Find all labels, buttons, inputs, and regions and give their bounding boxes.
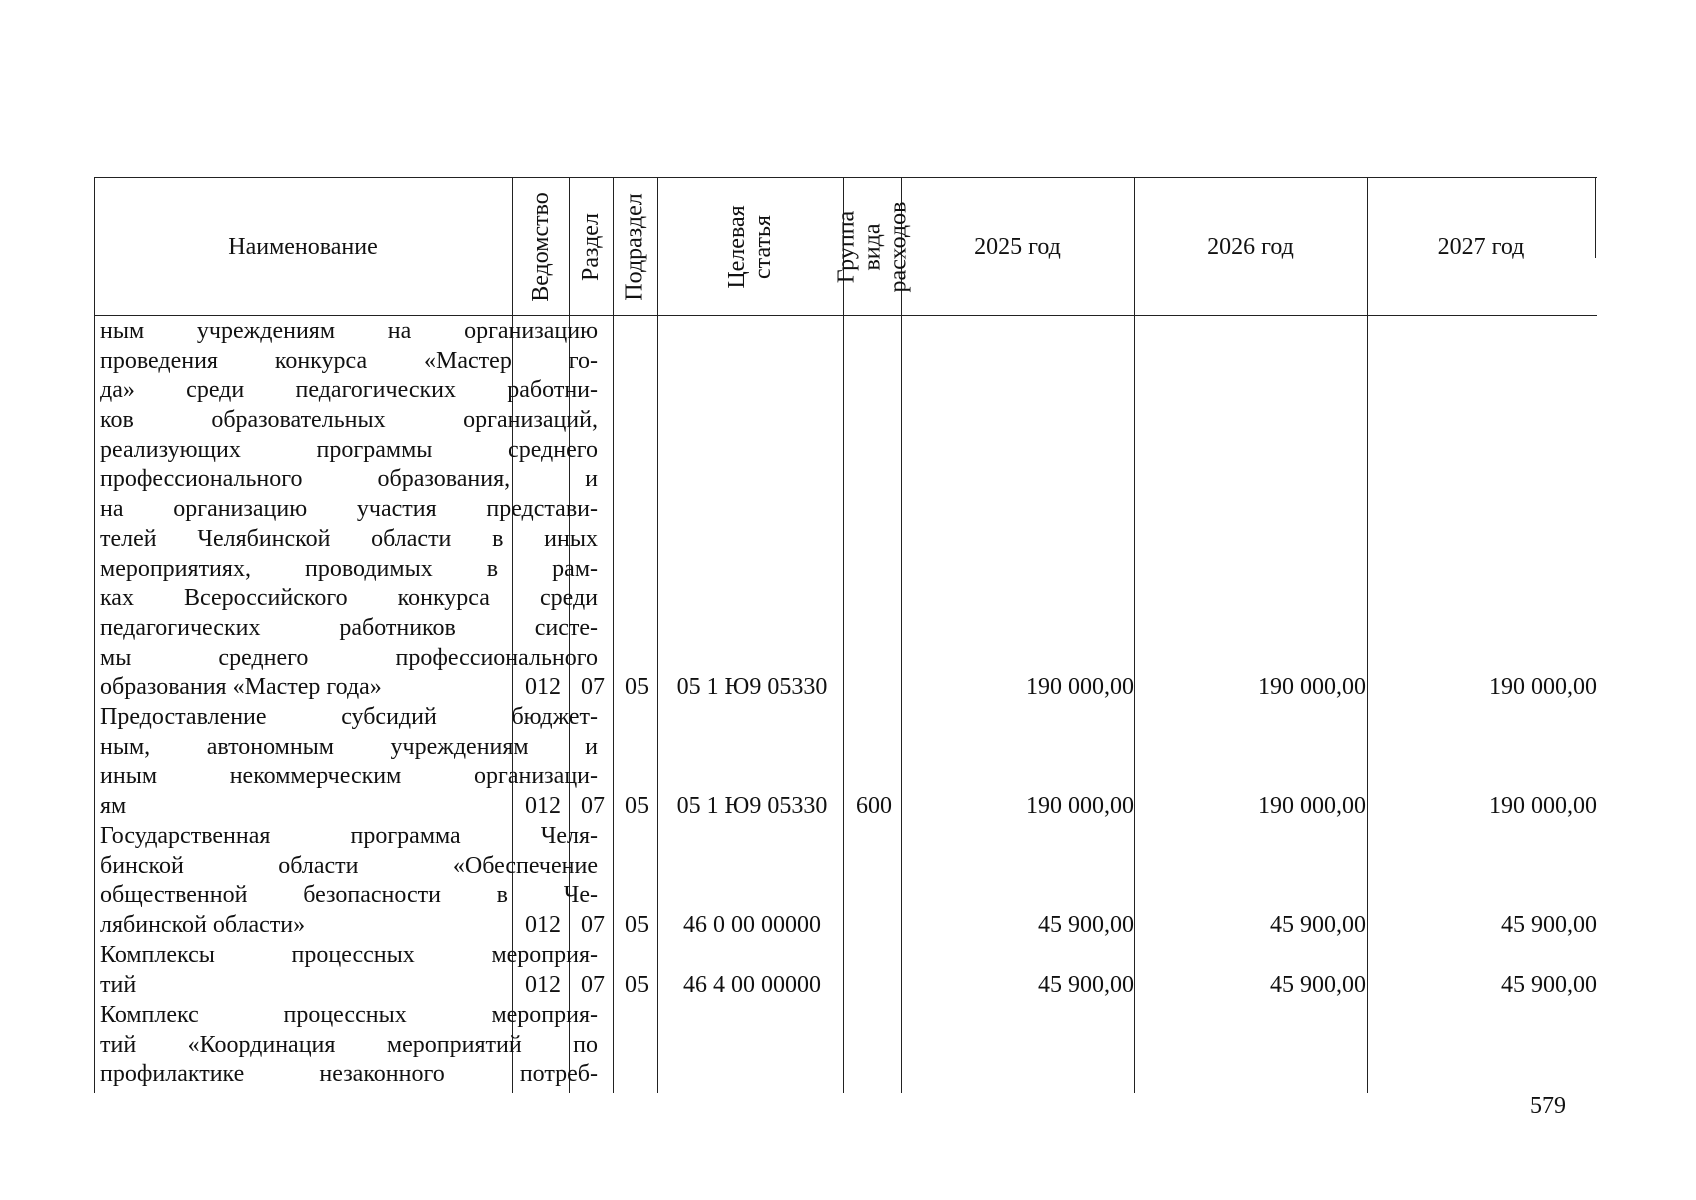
name-line: ков образовательных организаций, bbox=[100, 407, 598, 434]
header-gruppa-vida-text: Группа вида расходов bbox=[833, 201, 912, 293]
name-line: Предоставление субсидий бюджет- bbox=[100, 704, 598, 730]
cell-podrazdel: 05 bbox=[625, 912, 649, 939]
name-line: профессионального образования, и bbox=[100, 466, 598, 493]
header-year-2025: 2025 год bbox=[974, 234, 1061, 260]
name-line: профилактике незаконного потреб- bbox=[100, 1061, 598, 1088]
header-gruppa-vida bbox=[833, 179, 912, 315]
name-line: мероприятиях, проводимых в рам- bbox=[100, 555, 598, 582]
table-border-top bbox=[94, 177, 1597, 178]
name-line: тий «Координация мероприятий по bbox=[100, 1031, 598, 1058]
name-line: общественной безопасности в Че- bbox=[100, 882, 598, 909]
cell-celevaya-statya: 46 0 00 00000 bbox=[683, 912, 821, 939]
name-line: мы среднего профессионального bbox=[100, 644, 598, 671]
cell-2025: 190 000,00 bbox=[1026, 674, 1134, 701]
cell-razdel: 07 bbox=[581, 793, 605, 820]
cell-vedomstvo: 012 bbox=[525, 912, 561, 939]
cell-gruppa-vida bbox=[845, 971, 903, 1001]
cell-vedomstvo: 012 bbox=[525, 793, 561, 820]
name-line: образования «Мастер года» bbox=[100, 674, 382, 701]
page-number: 579 bbox=[1530, 1093, 1566, 1119]
header-year-2026: 2026 год bbox=[1207, 234, 1294, 260]
cell-2025: 190 000,00 bbox=[1026, 793, 1134, 820]
name-line: да» среди педагогических работни- bbox=[100, 377, 598, 404]
cell-gruppa-vida: 600 bbox=[856, 793, 892, 820]
header-vedomstvo bbox=[512, 179, 569, 315]
table-row bbox=[94, 941, 1597, 1001]
header-razdel bbox=[569, 179, 613, 315]
header-podrazdel-text: Подраздел bbox=[622, 193, 649, 301]
header-vedomstvo-text: Ведомство bbox=[527, 192, 554, 302]
row-name bbox=[100, 317, 598, 703]
table-border-right bbox=[1595, 177, 1596, 258]
name-line: ным, автономным учреждениям и bbox=[100, 733, 598, 760]
header-celevaya-statya bbox=[657, 179, 843, 315]
table-row bbox=[94, 317, 1597, 703]
cell-2027: 45 900,00 bbox=[1501, 972, 1597, 999]
header-celevaya-statya-text: Целевая статья bbox=[724, 205, 776, 289]
row-name bbox=[100, 1001, 598, 1090]
cell-vedomstvo: 012 bbox=[525, 674, 561, 701]
name-line: иным некоммерческим организаци- bbox=[100, 763, 598, 790]
cell-2025: 45 900,00 bbox=[1038, 912, 1134, 939]
header-divider bbox=[94, 315, 1597, 316]
cell-razdel: 07 bbox=[581, 674, 605, 701]
name-line: ям bbox=[100, 793, 127, 820]
cell-2026: 45 900,00 bbox=[1270, 912, 1366, 939]
cell-podrazdel: 05 bbox=[625, 972, 649, 999]
name-line: ках Всероссийского конкурса среди bbox=[100, 585, 598, 612]
cell-2026: 45 900,00 bbox=[1270, 972, 1366, 999]
cell-2026: 190 000,00 bbox=[1258, 793, 1366, 820]
name-line: Комплексы процессных мероприя- bbox=[100, 942, 598, 968]
budget-table bbox=[94, 177, 1597, 1093]
cell-razdel: 07 bbox=[581, 972, 605, 999]
name-line: реализующих программы среднего bbox=[100, 436, 598, 463]
cell-podrazdel: 05 bbox=[625, 674, 649, 701]
name-line: телей Челябинской области в иных bbox=[100, 525, 598, 552]
cell-gruppa-vida bbox=[845, 911, 903, 941]
cell-2025: 45 900,00 bbox=[1038, 972, 1134, 999]
cell-2027: 45 900,00 bbox=[1501, 912, 1597, 939]
cell-gruppa-vida bbox=[845, 673, 903, 703]
cell-vedomstvo: 012 bbox=[525, 972, 561, 999]
cell-razdel: 07 bbox=[581, 912, 605, 939]
cell-celevaya-statya: 46 4 00 00000 bbox=[683, 972, 821, 999]
cell-celevaya-statya: 05 1 Ю9 05330 bbox=[676, 674, 828, 701]
header-razdel-text: Раздел bbox=[578, 213, 605, 281]
name-line: на организацию участия представи- bbox=[100, 496, 598, 523]
table-row bbox=[94, 703, 1597, 822]
table-row bbox=[94, 822, 1597, 941]
cell-2027: 190 000,00 bbox=[1489, 674, 1597, 701]
cell-2027: 190 000,00 bbox=[1489, 793, 1597, 820]
name-line: бинской области «Обеспечение bbox=[100, 852, 598, 879]
name-line: педагогических работников систе- bbox=[100, 614, 598, 641]
name-line: ным учреждениям на организацию bbox=[100, 318, 598, 344]
cell-2026: 190 000,00 bbox=[1258, 674, 1366, 701]
name-line: тий bbox=[100, 971, 137, 998]
name-line: Государственная программа Челя- bbox=[100, 823, 598, 849]
table-row bbox=[94, 1001, 1597, 1091]
header-name: Наименование bbox=[228, 234, 378, 260]
cell-celevaya-statya: 05 1 Ю9 05330 bbox=[676, 793, 828, 820]
header-year-2027: 2027 год bbox=[1437, 234, 1525, 260]
header-podrazdel bbox=[613, 179, 657, 315]
name-line: Комплекс процессных мероприя- bbox=[100, 1002, 598, 1028]
cell-podrazdel: 05 bbox=[625, 793, 649, 820]
name-line: проведения конкурса «Мастер го- bbox=[100, 347, 598, 374]
name-line: лябинской области» bbox=[100, 912, 306, 939]
